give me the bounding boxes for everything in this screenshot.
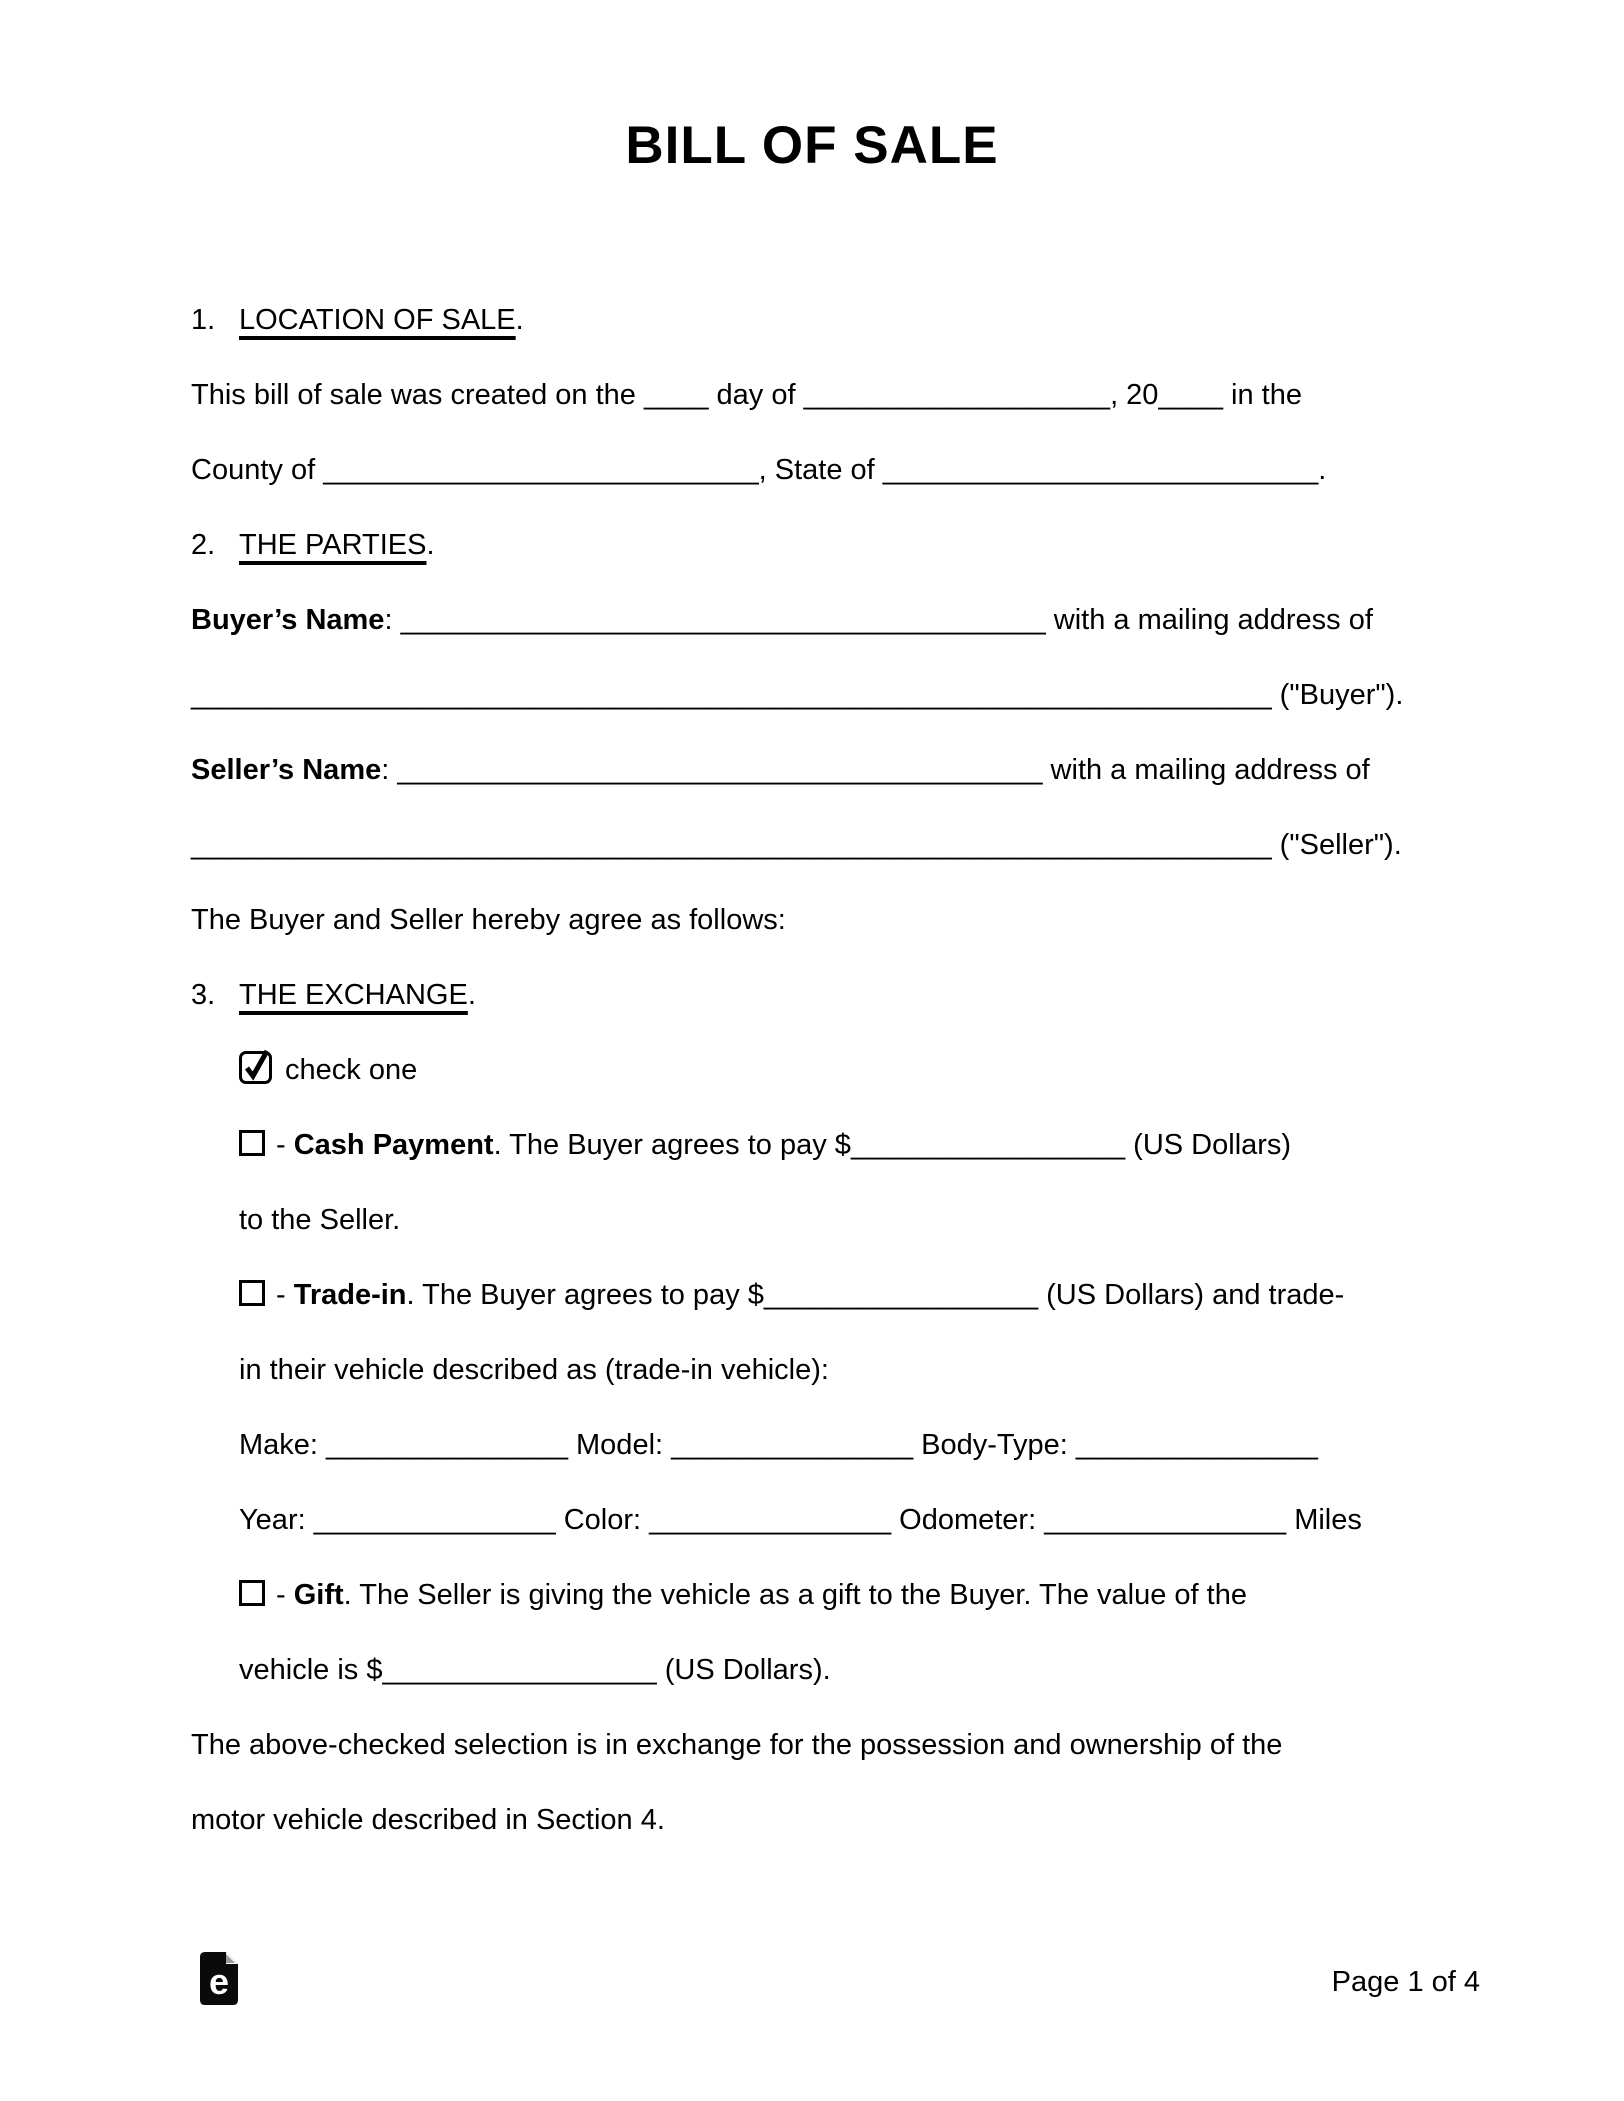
buyer-address-tail: ("Buyer"). [1271,679,1404,711]
miles-label: Miles [1286,1504,1362,1536]
cash-dash: - [276,1129,294,1161]
buyer-name-line [191,583,1484,658]
sale-date-text-2: day of [708,379,804,411]
section-2-heading [191,508,1484,583]
cash-payment-continuation: to the Seller. [239,1204,401,1236]
buyer-name-colon: : [384,604,401,636]
gift-value-line [191,1633,1484,1708]
trade-in-dash: - [276,1279,294,1311]
checked-checkbox-icon[interactable] [239,1051,272,1084]
logo-letter: e [209,1961,230,2002]
vehicle-year-blank[interactable]: _______________ [313,1504,556,1536]
trade-in-continuation: in their vehicle described as (trade-in vehicle): [239,1354,829,1386]
body-type-blank[interactable]: _______________ [1075,1429,1318,1461]
buyer-name-tail: with a mailing address of [1045,604,1373,636]
seller-name-label: Seller’s Name [191,754,382,786]
odometer-blank[interactable]: _______________ [1044,1504,1287,1536]
day-blank[interactable]: ____ [643,379,709,411]
gift-value-blank[interactable]: _________________ [382,1654,657,1686]
seller-name-tail: with a mailing address of [1042,754,1370,786]
sale-date-text-3: , 20 [1110,379,1159,411]
document-title: BILL OF SALE [625,116,999,175]
section-3-number: 3. [191,979,216,1011]
make-label: Make: [239,1429,327,1461]
cash-amount-blank[interactable]: _________________ [850,1129,1126,1161]
sale-date-text-1: This bill of sale was created on the [191,379,644,411]
seller-address-blank[interactable]: ___________________________________________________________________ [191,829,1272,861]
section-1-heading-text: LOCATION OF SALE [239,304,516,336]
closing-line-2: motor vehicle described in Section 4. [191,1804,665,1836]
month-blank[interactable]: ___________________ [803,379,1111,411]
gift-line [191,1558,1484,1633]
trade-in-amount-blank[interactable]: _________________ [763,1279,1039,1311]
cash-payment-text: . The Buyer agrees to pay $ [493,1129,851,1161]
check-one-label: check one [285,1054,418,1086]
cash-checkbox-icon[interactable] [239,1130,265,1156]
section-3-heading-text: THE EXCHANGE [239,979,468,1011]
document-body [0,283,1624,1858]
seller-address-tail: ("Seller"). [1271,829,1402,861]
cash-payment-line [191,1108,1484,1183]
section-2-number: 2. [191,529,216,561]
agreement-intro-line: The Buyer and Seller hereby agree as follows: [191,904,786,936]
year-label: Year: [239,1504,314,1536]
seller-name-colon: : [381,754,398,786]
section-2-heading-text: THE PARTIES [239,529,427,561]
color-label: Color: [555,1504,650,1536]
county-state-line [191,433,1484,508]
year-blank[interactable]: ____ [1158,379,1223,411]
state-blank[interactable]: ___________________________ [882,454,1319,486]
odometer-label: Odometer: [891,1504,1045,1536]
buyer-address-blank[interactable]: ___________________________________________________________________ [191,679,1272,711]
gift-checkbox-icon[interactable] [239,1580,265,1606]
gift-dash: - [276,1579,294,1611]
make-blank[interactable]: _______________ [326,1429,568,1461]
body-type-label: Body-Type: [913,1429,1076,1461]
seller-name-blank[interactable]: ________________________________________ [397,754,1043,786]
gift-text: . The Seller is giving the vehicle as a gift to the Buyer. The value of the [343,1579,1247,1611]
page-number: Page 1 of 4 [1331,1966,1480,1998]
sale-date-text-4: in the [1222,379,1302,411]
cash-payment-label: Cash Payment [293,1129,494,1161]
closing-line-1: The above-checked selection is in exchange for the possession and ownership of the [191,1729,1283,1761]
section-2-heading-period: . [426,529,435,561]
vehicle-year-row [191,1483,1484,1558]
buyer-name-blank[interactable]: ________________________________________ [400,604,1046,636]
section-3-heading-period: . [467,979,476,1011]
vehicle-make-row [191,1408,1484,1483]
cash-payment-text-2: (US Dollars) [1125,1129,1292,1161]
section-1-heading-period: . [515,304,524,336]
trade-in-line [191,1258,1484,1333]
gift-value-text-2: (US Dollars). [656,1654,831,1686]
checkmark-icon [242,1054,269,1081]
trade-in-label: Trade-in [293,1279,407,1311]
document-page-icon [200,1952,238,2005]
section-1-number: 1. [191,304,216,336]
sale-date-line [191,358,1484,433]
trade-in-text-2: (US Dollars) and trade- [1038,1279,1345,1311]
county-state-period: . [1318,454,1327,486]
section-3-heading [191,958,1484,1033]
buyer-address-line [191,658,1484,733]
seller-name-line [191,733,1484,808]
color-blank[interactable]: _______________ [649,1504,892,1536]
eforms-logo[interactable] [200,1952,238,2005]
check-one-line [191,1033,1484,1108]
model-blank[interactable]: _______________ [671,1429,914,1461]
gift-value-text: vehicle is $ [239,1654,383,1686]
trade-in-checkbox-icon[interactable] [239,1280,265,1306]
trade-in-text: . The Buyer agrees to pay $ [406,1279,764,1311]
gift-label: Gift [293,1579,344,1611]
county-label: County of [191,454,324,486]
seller-address-line [191,808,1484,883]
model-label: Model: [567,1429,672,1461]
buyer-name-label: Buyer’s Name [191,604,385,636]
county-blank[interactable]: ___________________________ [323,454,759,486]
state-label: , State of [758,454,883,486]
section-1-heading [191,283,1484,358]
